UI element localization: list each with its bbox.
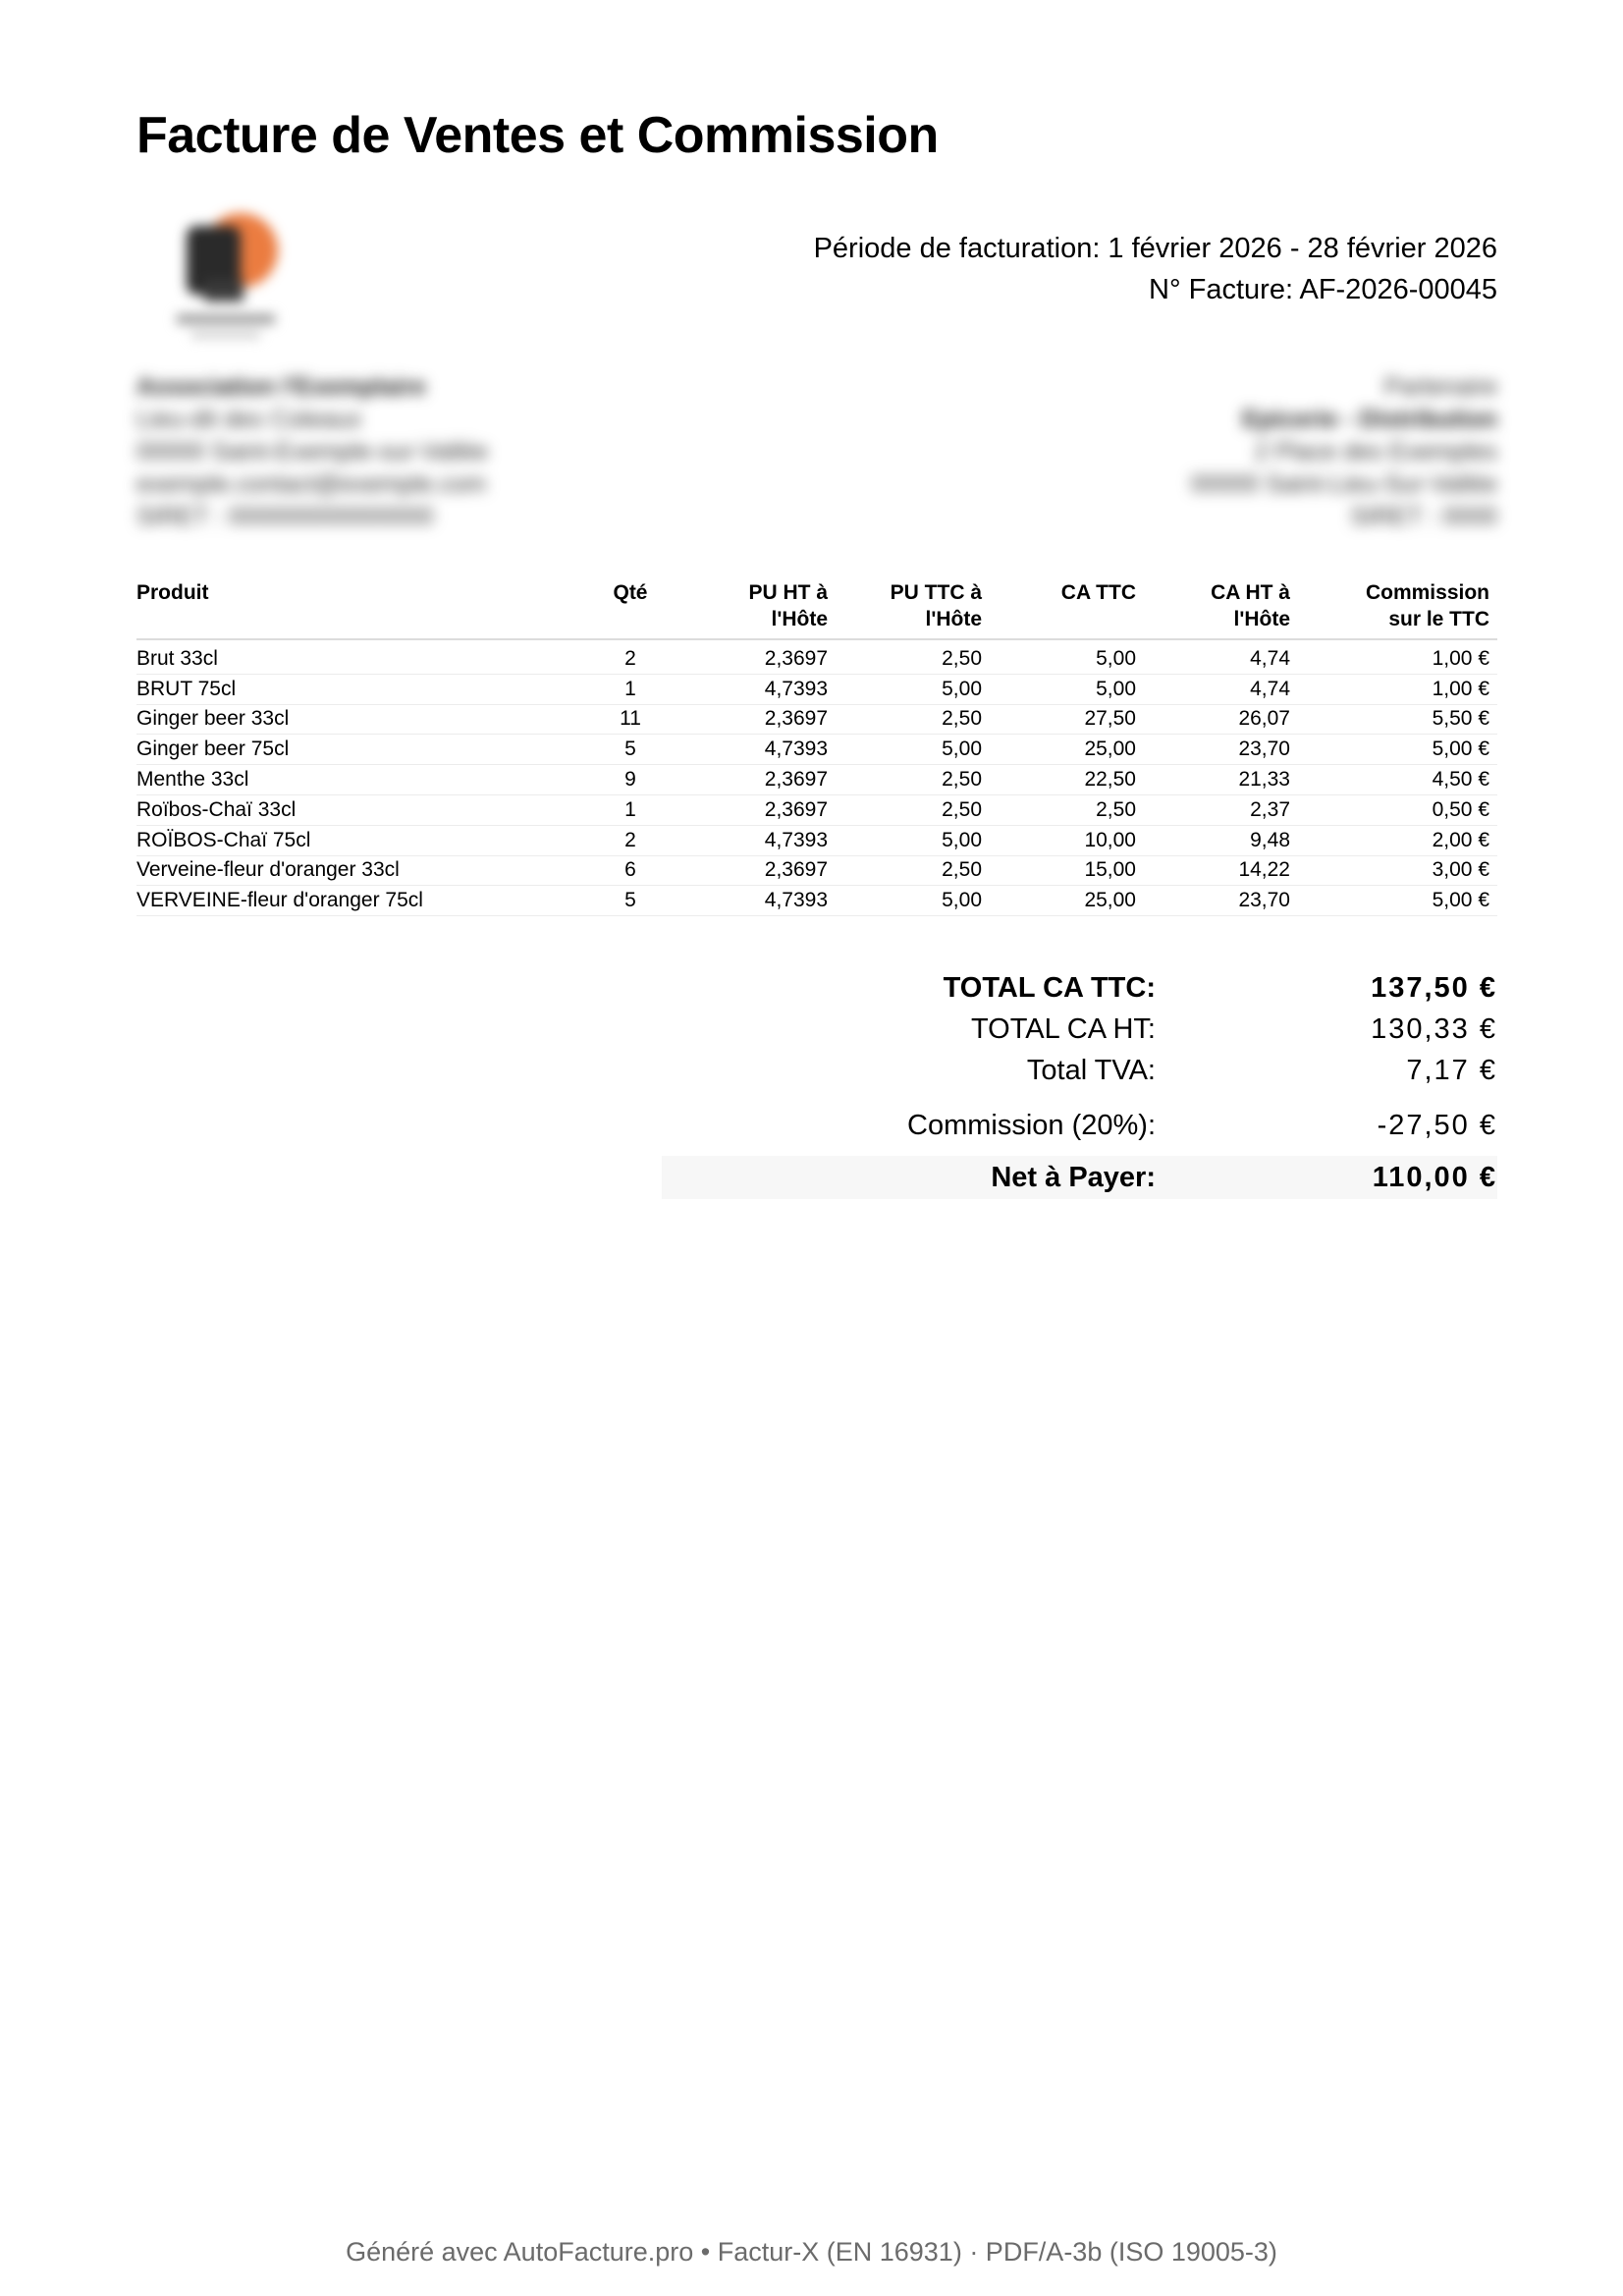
cell-ca-ht: 2,37 bbox=[1144, 794, 1298, 825]
buyer-line: SIRET : 0000 bbox=[1350, 503, 1497, 530]
net-to-pay-value: 110,00 € bbox=[1372, 1161, 1497, 1193]
table-row bbox=[136, 886, 1497, 916]
total-tva-label: Total TVA: bbox=[1026, 1054, 1156, 1086]
cell-ca-ht: 23,70 bbox=[1144, 886, 1298, 916]
cell-qte: 2 bbox=[606, 825, 663, 855]
cell-commission: 5,50 € bbox=[1298, 704, 1497, 735]
cell-pu-ttc: 2,50 bbox=[836, 704, 990, 735]
totals-block bbox=[662, 967, 1497, 1199]
cell-qte: 1 bbox=[606, 674, 663, 704]
cell-commission: 2,00 € bbox=[1298, 825, 1497, 855]
cell-qte: 9 bbox=[606, 765, 663, 795]
buyer-line: 00000 Saint-Lieu-Sur-Vallée bbox=[1190, 470, 1497, 498]
col-header-produit: Produit bbox=[136, 579, 606, 639]
total-ht-row bbox=[662, 1009, 1497, 1050]
cell-pu-ttc: 2,50 bbox=[836, 765, 990, 795]
buyer-label: Partenaire bbox=[1383, 373, 1497, 401]
cell-qte: 5 bbox=[606, 735, 663, 765]
cell-produit: Ginger beer 33cl bbox=[136, 704, 606, 735]
cell-produit: BRUT 75cl bbox=[136, 674, 606, 704]
cell-commission: 1,00 € bbox=[1298, 674, 1497, 704]
cell-pu-ht: 2,3697 bbox=[663, 765, 836, 795]
commission-row bbox=[662, 1105, 1497, 1146]
billing-meta bbox=[814, 228, 1497, 310]
buyer-address bbox=[1191, 371, 1497, 533]
cell-pu-ht: 4,7393 bbox=[663, 886, 836, 916]
seller-line: SIRET : 000000000000000 bbox=[136, 503, 434, 530]
cell-qte: 2 bbox=[606, 639, 663, 674]
table-row bbox=[136, 704, 1497, 735]
seller-address bbox=[136, 371, 488, 533]
cell-ca-ttc: 15,00 bbox=[990, 855, 1144, 886]
cell-ca-ht: 14,22 bbox=[1144, 855, 1298, 886]
cell-produit: Ginger beer 75cl bbox=[136, 735, 606, 765]
cell-pu-ttc: 2,50 bbox=[836, 855, 990, 886]
cell-pu-ttc: 5,00 bbox=[836, 825, 990, 855]
cell-commission: 0,50 € bbox=[1298, 794, 1497, 825]
table-row bbox=[136, 855, 1497, 886]
total-ht-value: 130,33 € bbox=[1371, 1012, 1497, 1045]
net-to-pay-label: Net à Payer: bbox=[991, 1161, 1156, 1193]
cell-ca-ttc: 5,00 bbox=[990, 639, 1144, 674]
total-ttc-row bbox=[662, 967, 1497, 1009]
table-row bbox=[136, 735, 1497, 765]
company-logo bbox=[147, 187, 304, 354]
table-row bbox=[136, 639, 1497, 674]
seller-line: exemple.contact@exemple.com bbox=[136, 470, 487, 498]
buyer-name: Epicerie - Distribution bbox=[1242, 406, 1497, 433]
cell-qte: 6 bbox=[606, 855, 663, 886]
cell-ca-ttc: 2,50 bbox=[990, 794, 1144, 825]
col-header-pu-ttc: PU TTC à l'Hôte bbox=[836, 579, 990, 639]
cell-ca-ttc: 10,00 bbox=[990, 825, 1144, 855]
net-to-pay-row bbox=[662, 1156, 1497, 1199]
cell-pu-ttc: 2,50 bbox=[836, 794, 990, 825]
col-header-qte: Qté bbox=[606, 579, 663, 639]
commission-label: Commission (20%): bbox=[907, 1109, 1156, 1141]
cell-ca-ttc: 25,00 bbox=[990, 735, 1144, 765]
cell-commission: 5,00 € bbox=[1298, 886, 1497, 916]
cell-ca-ht: 9,48 bbox=[1144, 825, 1298, 855]
cell-pu-ht: 4,7393 bbox=[663, 825, 836, 855]
seller-line: 00000 Saint-Exemple-sur-Vallée bbox=[136, 438, 489, 465]
buyer-line: 2 Place des Exemples bbox=[1254, 438, 1497, 465]
cell-ca-ttc: 22,50 bbox=[990, 765, 1144, 795]
col-header-commission: Commission sur le TTC bbox=[1298, 579, 1497, 639]
cell-produit: Menthe 33cl bbox=[136, 765, 606, 795]
invoice-number: N° Facture: AF-2026-00045 bbox=[1149, 274, 1497, 305]
table-row bbox=[136, 825, 1497, 855]
cell-pu-ttc: 5,00 bbox=[836, 886, 990, 916]
cell-pu-ttc: 2,50 bbox=[836, 639, 990, 674]
total-tva-value: 7,17 € bbox=[1406, 1054, 1497, 1086]
cell-produit: Brut 33cl bbox=[136, 639, 606, 674]
cell-commission: 5,00 € bbox=[1298, 735, 1497, 765]
cell-ca-ttc: 25,00 bbox=[990, 886, 1144, 916]
cell-produit: Verveine-fleur d'oranger 33cl bbox=[136, 855, 606, 886]
cell-pu-ht: 2,3697 bbox=[663, 639, 836, 674]
cell-ca-ttc: 5,00 bbox=[990, 674, 1144, 704]
total-ttc-value: 137,50 € bbox=[1371, 971, 1497, 1004]
seller-line: Lieu-dit des Coteaux bbox=[136, 406, 362, 433]
col-header-pu-ht: PU HT à l'Hôte bbox=[663, 579, 836, 639]
seller-name: Association l'Exemplaire bbox=[136, 373, 426, 401]
cell-ca-ht: 26,07 bbox=[1144, 704, 1298, 735]
cell-pu-ht: 2,3697 bbox=[663, 855, 836, 886]
billing-period: Période de facturation: 1 février 2026 - 28 février 2026 bbox=[813, 233, 1497, 264]
commission-value: -27,50 € bbox=[1377, 1109, 1497, 1141]
cell-ca-ht: 4,74 bbox=[1144, 674, 1298, 704]
document-title: Facture de Ventes et Commission bbox=[136, 107, 939, 164]
cell-pu-ttc: 5,00 bbox=[836, 735, 990, 765]
table-header-row bbox=[136, 579, 1497, 639]
total-tva-row bbox=[662, 1050, 1497, 1091]
cell-commission: 4,50 € bbox=[1298, 765, 1497, 795]
cell-produit: Roïbos-Chaï 33cl bbox=[136, 794, 606, 825]
sales-table bbox=[136, 579, 1497, 916]
cell-commission: 3,00 € bbox=[1298, 855, 1497, 886]
cell-pu-ttc: 5,00 bbox=[836, 674, 990, 704]
cell-ca-ht: 21,33 bbox=[1144, 765, 1298, 795]
total-ht-label: TOTAL CA HT: bbox=[970, 1012, 1156, 1045]
total-ttc-label: TOTAL CA TTC: bbox=[943, 971, 1156, 1004]
cell-ca-ttc: 27,50 bbox=[990, 704, 1144, 735]
cell-produit: VERVEINE-fleur d'oranger 75cl bbox=[136, 886, 606, 916]
table-row bbox=[136, 794, 1497, 825]
col-header-ca-ht: CA HT à l'Hôte bbox=[1144, 579, 1298, 639]
cell-produit: ROÏBOS-Chaï 75cl bbox=[136, 825, 606, 855]
cell-commission: 1,00 € bbox=[1298, 639, 1497, 674]
cell-pu-ht: 2,3697 bbox=[663, 794, 836, 825]
cell-pu-ht: 4,7393 bbox=[663, 674, 836, 704]
col-header-ca-ttc: CA TTC bbox=[990, 579, 1144, 639]
table-row bbox=[136, 674, 1497, 704]
cell-qte: 5 bbox=[606, 886, 663, 916]
cell-qte: 11 bbox=[606, 704, 663, 735]
cell-qte: 1 bbox=[606, 794, 663, 825]
footer-note: Généré avec AutoFacture.pro • Factur-X (EN 16931) · PDF/A-3b (ISO 19005-3) bbox=[346, 2237, 1277, 2267]
cell-ca-ht: 4,74 bbox=[1144, 639, 1298, 674]
table-row bbox=[136, 765, 1497, 795]
cell-ca-ht: 23,70 bbox=[1144, 735, 1298, 765]
cell-pu-ht: 4,7393 bbox=[663, 735, 836, 765]
cell-pu-ht: 2,3697 bbox=[663, 704, 836, 735]
